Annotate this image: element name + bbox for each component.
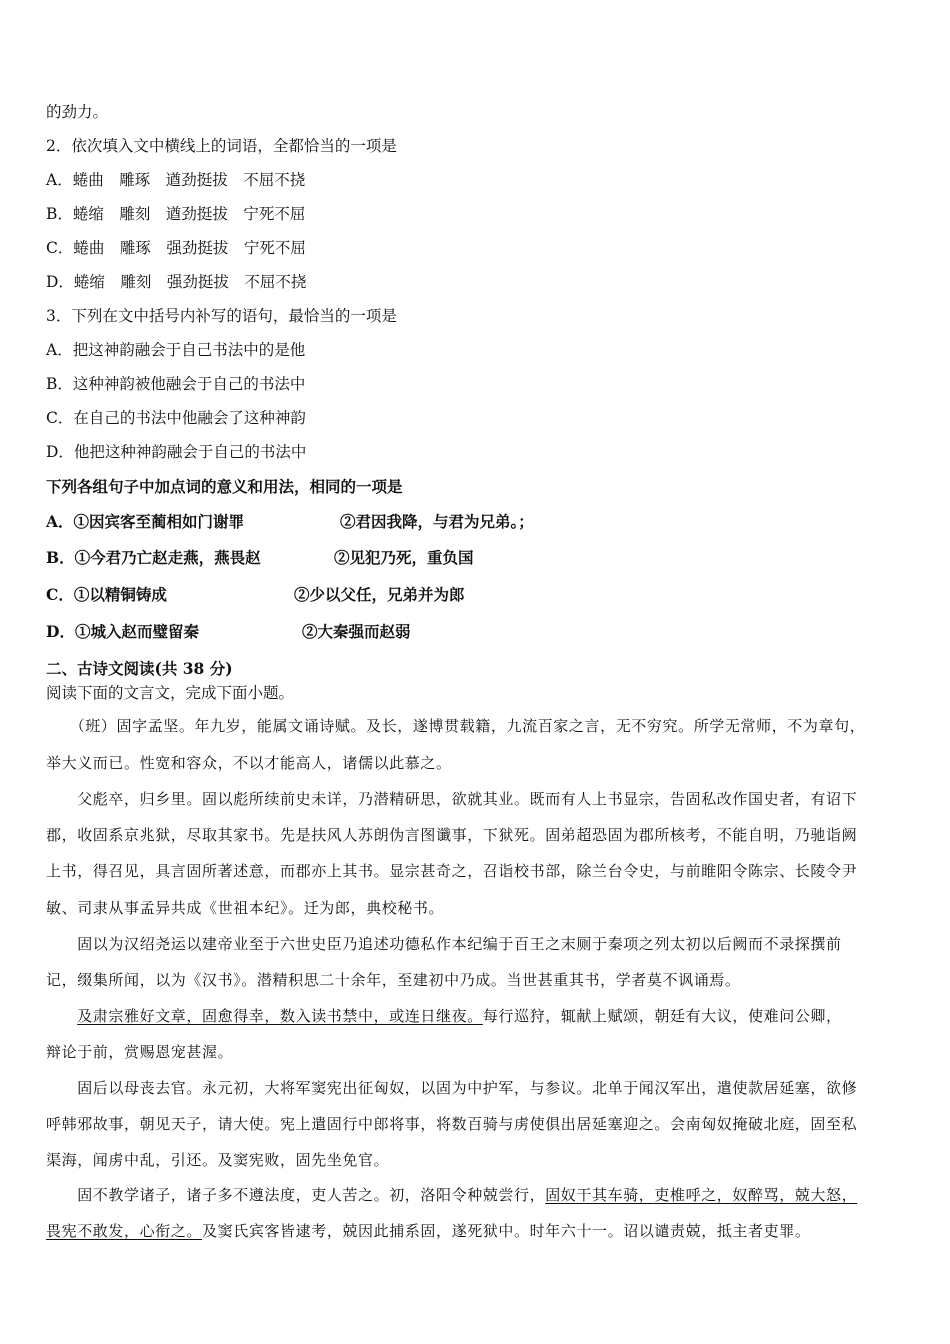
question-3-stem: 3．下列在文中括号内补写的语句，最恰当的一项是: [46, 307, 397, 325]
question-2-option-b: B．蜷缩 雕刻 遒劲挺拔 宁死不屈: [46, 205, 306, 223]
question-4-option-b-right: ②见犯乃死，重负国: [334, 548, 474, 567]
passage-p5-line3: 渠海，闻虏中乱，引还。及窦宪败，固先坐免官。: [46, 1151, 390, 1169]
question-2-option-a: A．蜷曲 雕琢 遒劲挺拔 不屈不挠: [46, 171, 306, 189]
question-4-option-c-left: C．①以精铜铸成: [46, 585, 167, 604]
passage-p3-line1: 固以为汉绍尧运以建帝业至于六世史臣乃追述功德私作本纪编于百王之末厕于秦项之列太初以后阙而不录探撰前: [46, 935, 842, 953]
passage-p6-line1: [46, 1184, 857, 1205]
passage-p2-line2: 郡，收固系京兆狱，尽取其家书。先是扶风人苏朗伪言图谶事，下狱死。固弟超恐固为郡所核考，不能自明，乃驰诣阙: [46, 826, 858, 844]
passage-p6-line2: [46, 1220, 810, 1241]
question-4-option-a-left: A．①因宾客至蔺相如门谢罪: [46, 512, 245, 531]
question-2-stem: 2．依次填入文中横线上的词语，全都恰当的一项是: [46, 137, 397, 155]
passage-p5-line1: 固后以母丧去官。永元初，大将军窦宪出征匈奴，以固为中护军，与参议。北单于闻汉军出，遣使款居延塞，欲修: [46, 1079, 858, 1097]
passage-p6-underlined-part2: 畏宪不敢发，心衔之。: [46, 1222, 203, 1240]
question-2-option-c: C．蜷曲 雕琢 强劲挺拔 宁死不屈: [46, 239, 306, 257]
question-4-option-c-right: ②少以父任，兄弟并为郎: [294, 585, 465, 604]
passage-p2-line3: 上书，得召见，具言固所著述意，而郡亦上其书。显宗甚奇之，召诣校书部，除兰台令史，与前睢阳令陈宗、长陵令尹: [46, 862, 858, 880]
passage-p1-line2: 举大义而已。性宽和容众，不以才能高人，诸儒以此慕之。: [46, 754, 452, 772]
passage-p6-line2-plain: 及窦氏宾客皆逮考，兢因此捕系固，遂死狱中。时年六十一。诏以谴责兢，抵主者吏罪。: [202, 1222, 811, 1240]
section-2-instruction: 阅读下面的文言文，完成下面小题。: [46, 684, 295, 702]
passage-p4-line1: [46, 1005, 842, 1026]
passage-p1-line1: （班）固字孟坚。年九岁，能属文诵诗赋。及长，遂博贯载籍，九流百家之言，无不穷究。所学无常师，不为章句，: [46, 717, 866, 735]
question-3-option-a: A．把这神韵融会于自己书法中的是他: [46, 341, 306, 359]
question-4-option-b-left: B．①今君乃亡赵走燕，燕畏赵: [46, 548, 261, 567]
question-4-option-d-left: D．①城入赵而璧留秦: [46, 622, 199, 641]
passage-p6-line1-plain: 固不教学诸子，诸子多不遵法度，吏人苦之。初，洛阳令种兢尝行，: [46, 1186, 546, 1204]
passage-p4-line1-rest: 每行巡狩，辄献上赋颂，朝廷有大议，使难问公卿，: [482, 1007, 842, 1025]
question-2-option-d: D．蜷缩 雕刻 强劲挺拔 不屈不挠: [46, 273, 307, 291]
question-3-option-d: D．他把这种神韵融会于自己的书法中: [46, 443, 307, 461]
question-3-option-c: C．在自己的书法中他融会了这种神韵: [46, 409, 306, 427]
section-2-heading: 二、古诗文阅读(共 38 分): [46, 659, 233, 678]
question-3-option-b: B．这种神韵被他融会于自己的书法中: [46, 375, 306, 393]
intro-tail: 的劲力。: [46, 103, 109, 121]
passage-p3-line2: 记，缀集所闻，以为《汉书》。潜精积思二十余年，至建初中乃成。当世甚重其书，学者莫不讽诵焉。: [46, 971, 741, 989]
passage-p2-line1: 父彪卒，归乡里。固以彪所续前史未详，乃潜精研思，欲就其业。既而有人上书显宗，告固私改作国史者，有诏下: [46, 790, 858, 808]
passage-p2-line4: 敏、司隶从事孟异共成《世祖本纪》。迁为郎，典校秘书。: [46, 899, 445, 917]
passage-p4-underlined-sentence: 及肃宗雅好文章，固愈得幸，数入读书禁中，或连日继夜。: [77, 1007, 483, 1025]
question-4-stem: 下列各组句子中加点词的意义和用法，相同的一项是: [46, 477, 403, 496]
question-4-option-d-right: ②大秦强而赵弱: [302, 622, 411, 641]
passage-p5-line2: 呼韩邪故事，朝见天子，请大使。宪上遣固行中郎将事，将数百骑与虏使俱出居延塞迎之。会南匈奴掩破北庭，固至私: [46, 1115, 858, 1133]
question-4-option-a-right: ②君因我降，与君为兄弟。；: [340, 512, 534, 531]
passage-p4-line2: 辩论于前，赏赐恩宠甚渥。: [46, 1043, 234, 1061]
passage-p6-underlined-part1: 固奴干其车骑，吏椎呼之，奴醉骂，兢大怒，: [545, 1186, 858, 1204]
